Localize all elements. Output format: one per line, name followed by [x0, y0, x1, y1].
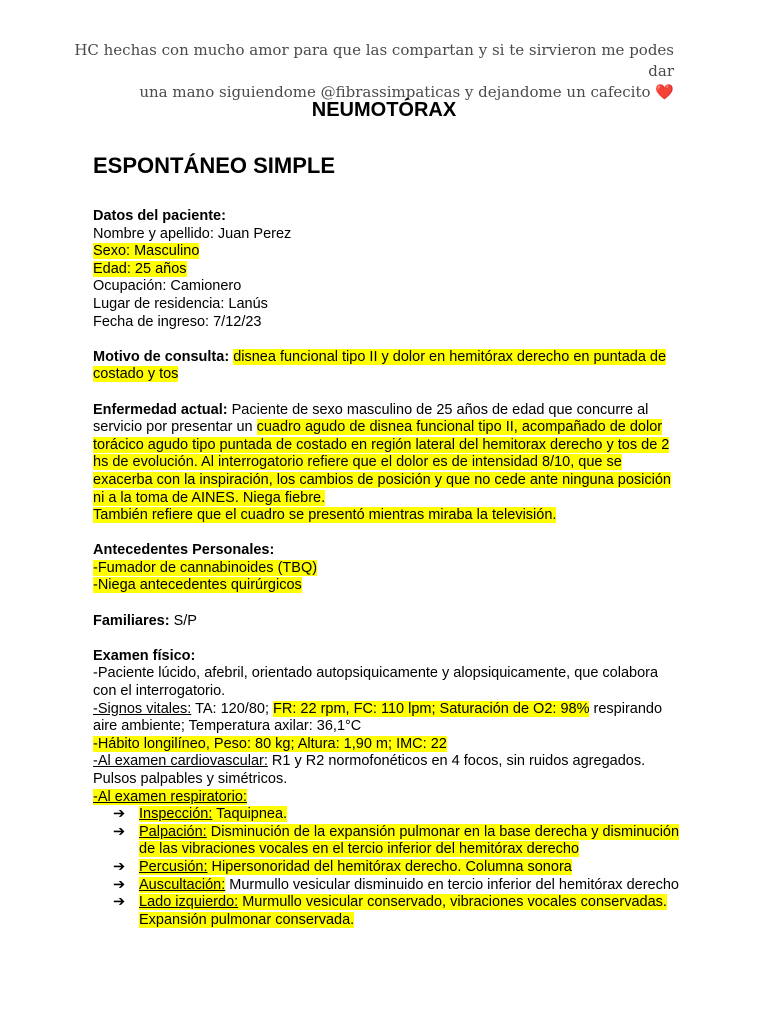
current-illness-description: cuadro agudo de disnea funcional tipo II, acompañado de dolor torácico agudo tipo puntada de costado en región lateral del hemitorax derecho y tos de 2 hs de evolución. Al interrogatorio refiere que el dolor es de intensidad 8/10, que se exacerba con la inspiración, los cambios de posición y que no cede ante ninguna posición ni a la toma de AINES. Niega fiebre.: [93, 419, 671, 506]
patient-data-heading: Datos del paciente:: [93, 208, 226, 224]
respiratory-exam-item: [93, 859, 683, 877]
vital-signs-highlighted: FR: 22 rpm, FC: 110 lpm; Saturación de O2: 98%: [273, 700, 590, 717]
family-history-section: [93, 613, 683, 631]
current-illness-label: Enfermedad actual:: [93, 401, 228, 418]
patient-sex: Sexo: Masculino: [93, 243, 200, 260]
document-subtitle: ESPONTÁNEO SIMPLE: [93, 153, 336, 178]
patient-occupation: Ocupación: Camionero: [93, 278, 242, 295]
respiratory-item-label: Inspección:: [139, 806, 213, 823]
arrow-right-icon: ➔: [113, 858, 126, 875]
current-illness-context: También refiere que el cuadro se presentó mientras miraba la televisión.: [93, 507, 557, 524]
vital-signs-label: -Signos vitales:: [93, 700, 192, 717]
respiratory-item-label: Palpación:: [139, 823, 207, 840]
patient-admission-date: Fecha de ingreso: 7/12/23: [93, 313, 262, 330]
consult-reason-section: [93, 349, 683, 384]
respiratory-exam-item: [93, 894, 683, 929]
arrow-right-icon: ➔: [113, 894, 126, 911]
heart-icon: ❤️: [655, 83, 674, 101]
respiratory-item-text: Taquipnea.: [216, 806, 288, 823]
respiratory-item-label: Lado izquierdo:: [139, 894, 239, 911]
personal-history-section: [93, 542, 683, 595]
patient-data-section: [93, 208, 683, 331]
document-body: [93, 208, 683, 929]
family-history-text: S/P: [173, 612, 197, 629]
body-habitus: -Hábito longilíneo, Peso: 80 kg; Altura: 1,90 m; IMC: 22: [93, 735, 447, 752]
cardio-exam-label: -Al examen cardiovascular:: [93, 753, 268, 770]
arrow-right-icon: ➔: [113, 806, 126, 823]
personal-history-item: -Fumador de cannabinoides (TBQ): [93, 559, 318, 576]
respiratory-item-text: Disminución de la expansión pulmonar en la base derecha y disminución de las vibraciones vocales en el tercio inferior del hemitórax derecho: [139, 823, 680, 858]
vital-signs: [93, 701, 683, 736]
respiratory-exam-list: [93, 806, 683, 929]
vital-signs-rest: respirando aire ambiente; Temperatura axilar: 36,1°C: [93, 700, 663, 735]
document-title: NEUMOTÓRAX: [311, 99, 457, 121]
author-note: [60, 40, 674, 103]
respiratory-exam-item: [93, 806, 683, 824]
physical-exam-general: -Paciente lúcido, afebril, orientado autopsiquicamente y alopsiquicamente, que colabora con el interrogatorio.: [93, 665, 659, 700]
respiratory-item-text: Hipersonoridad del hemitórax derecho. Columna sonora: [211, 858, 572, 875]
arrow-right-icon: ➔: [113, 876, 126, 893]
author-note-line-2-text: una mano siguiendome @fibrassimpaticas y dejandome un cafecito: [139, 83, 651, 101]
consult-reason-text: disnea funcional tipo II y dolor en hemitórax derecho en puntada de costado y tos: [93, 348, 667, 383]
patient-name: Nombre y apellido: Juan Perez: [93, 225, 292, 242]
respiratory-exam-label: -Al examen respiratorio:: [93, 788, 247, 805]
cardio-exam-text: R1 y R2 normofonéticos en 4 focos, sin ruidos agregados. Pulsos palpables y simétricos.: [93, 753, 646, 787]
consult-reason-label: Motivo de consulta:: [93, 348, 230, 365]
personal-history-heading: Antecedentes Personales:: [93, 542, 275, 559]
personal-history-item: -Niega antecedentes quirúrgicos: [93, 577, 302, 594]
family-history-label: Familiares:: [93, 612, 170, 629]
physical-exam-heading: Examen físico:: [93, 647, 196, 664]
respiratory-item-text: Murmullo vesicular disminuido en tercio inferior del hemitórax derecho: [229, 876, 679, 893]
respiratory-exam-item: [93, 824, 683, 859]
physical-exam-section: [93, 648, 683, 930]
respiratory-item-label: Percusión:: [139, 858, 208, 875]
cardio-exam: [93, 753, 683, 788]
respiratory-exam-item: [93, 877, 683, 895]
author-note-line-1: HC hechas con mucho amor para que las compartan y si te sirvieron me podes dar: [74, 41, 674, 80]
patient-residence: Lugar de residencia: Lanús: [93, 295, 268, 312]
arrow-right-icon: ➔: [113, 823, 126, 840]
current-illness-section: [93, 402, 683, 525]
respiratory-item-text: Murmullo vesicular conservado, vibraciones vocales conservadas. Expansión pulmonar conservada.: [139, 894, 667, 928]
vital-signs-ta: TA: 120/80;: [195, 700, 269, 717]
patient-age: Edad: 25 años: [93, 260, 187, 277]
current-illness-intro: Paciente de sexo masculino de 25 años de edad que concurre al servicio por presentar un: [93, 401, 649, 436]
respiratory-item-label: Auscultación:: [139, 876, 226, 893]
